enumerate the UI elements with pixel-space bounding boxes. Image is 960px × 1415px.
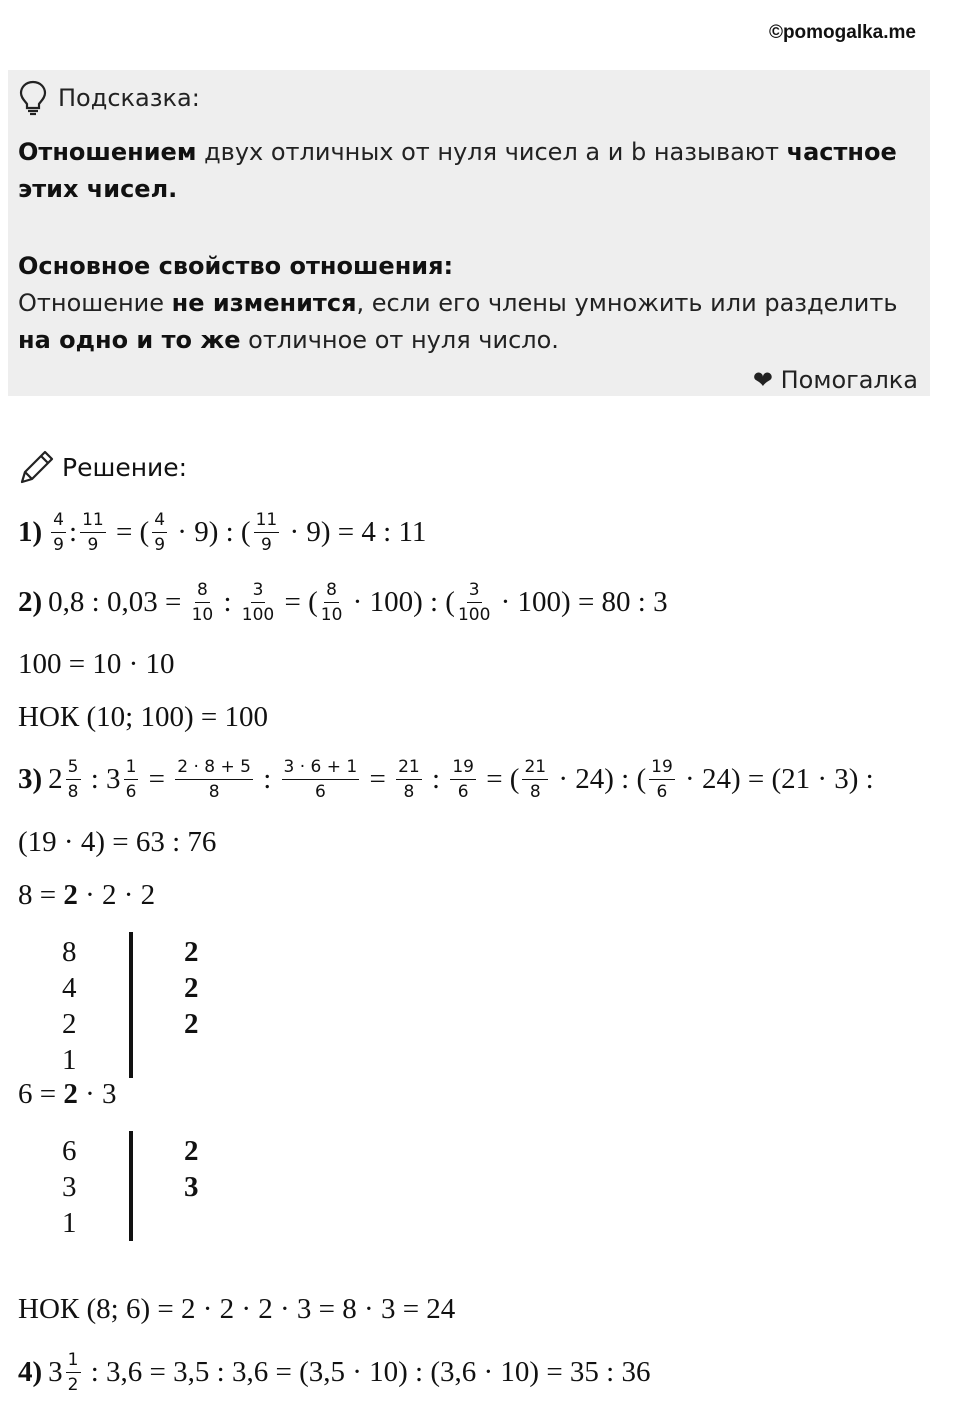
solution-line-2: 2) 0,8 : 0,03 = $\frac{8}{10}$ : $\frac{3}{100}$ = ( $\frac{8}{10}$ · 100) : ( $\frac{3}{100}$ · 100) = 80 : 3 bbox=[18, 580, 668, 625]
solution-line-10: 4) 3 $\frac{1}{2}$ : 3,6 = 3,5 : 3,6 = (3,5 · 10) : (3,6 · 10) = 35 : 36 bbox=[18, 1350, 651, 1395]
division-bar bbox=[129, 1131, 133, 1241]
hint-definition: Отношением двух отличных от нуля чисел a и b называют частное этих чисел. bbox=[18, 138, 897, 203]
fraction: $\frac{3}{100}$ bbox=[457, 580, 491, 625]
fraction: $\frac{3 \cdot 6 + 1}{6}$ bbox=[283, 757, 358, 802]
fraction: $\frac{8}{10}$ bbox=[191, 580, 214, 625]
solution-line-9: НОК (8; 6) = 2 · 2 · 2 · 3 = 8 · 3 = 24 bbox=[18, 1293, 456, 1325]
fraction: $\frac{4}{9}$ bbox=[53, 510, 64, 555]
fraction: $\frac{5}{8}$ bbox=[67, 757, 79, 802]
hint-title-text: Подсказка: bbox=[58, 84, 200, 112]
brand-watermark: ©pomogalka.me bbox=[768, 22, 916, 43]
fraction: $\frac{1}{6}$ bbox=[125, 757, 137, 802]
fraction: $\frac{21}{8}$ bbox=[524, 757, 547, 802]
pencil-icon bbox=[18, 448, 56, 486]
division-bar bbox=[129, 932, 133, 1078]
fraction: $\frac{8}{10}$ bbox=[320, 580, 343, 625]
hint-box bbox=[8, 70, 930, 396]
solution-line-4: НОК (10; 100) = 100 bbox=[18, 701, 268, 733]
fraction: $\frac{11}{9}$ bbox=[255, 510, 278, 555]
hint-property: Основное свойство отношения: Отношение не изменится, если его члены умножить или разделить на одно и то же отличное от нуля число. bbox=[18, 252, 898, 354]
fraction: $\frac{11}{9}$ bbox=[82, 510, 104, 555]
solution-title bbox=[18, 448, 187, 486]
fraction: $\frac{19}{6}$ bbox=[651, 757, 673, 802]
solution-line-3: 100 = 10 · 10 bbox=[18, 648, 175, 680]
solution-line-8: 6 = 2 · 3 bbox=[18, 1078, 117, 1110]
solution-line-1: 1) $\frac{4}{9}$ : $\frac{11}{9}$ = ( $\frac{4}{9}$ · 9) : ( $\frac{11}{9}$ · 9) = 4 : 11 bbox=[18, 510, 427, 555]
fraction: $\frac{21}{8}$ bbox=[398, 757, 420, 802]
division-8-left: 8 4 2 1 bbox=[62, 936, 77, 1076]
solution-line-7: 8 = 2 · 2 · 2 bbox=[18, 879, 156, 911]
division-8-right: 2 2 2 bbox=[184, 936, 199, 1040]
solution-line-5: 3) 2 $\frac{5}{8}$ : 3 $\frac{1}{6}$ = $\frac{2 \cdot 8 + 5}{8}$ : $\frac{3 \cdot 6 + 1}{6}$ = $\frac{21}{8}$ : $\frac{19}{6}$ = ( $\frac{21}{8}$ · 24) : ( $\frac{19}{6}$ · 24) = (21 · 3) : bbox=[18, 757, 874, 802]
lightbulb-icon bbox=[18, 80, 48, 116]
fraction: $\frac{19}{6}$ bbox=[452, 757, 474, 802]
fraction: $\frac{2 \cdot 8 + 5}{8}$ bbox=[177, 757, 251, 802]
fraction: $\frac{1}{2}$ bbox=[67, 1350, 79, 1395]
hint-title bbox=[18, 80, 200, 116]
solution-line-6: (19 · 4) = 63 : 76 bbox=[18, 826, 217, 858]
hint-signature: ❤ Помогалка bbox=[752, 366, 918, 394]
solution-title-text: Решение: bbox=[62, 452, 188, 482]
division-6-left: 6 3 1 bbox=[62, 1135, 77, 1239]
fraction: $\frac{4}{9}$ bbox=[154, 510, 166, 555]
division-6-right: 2 3 bbox=[184, 1135, 199, 1203]
fraction: $\frac{3}{100}$ bbox=[241, 580, 275, 625]
